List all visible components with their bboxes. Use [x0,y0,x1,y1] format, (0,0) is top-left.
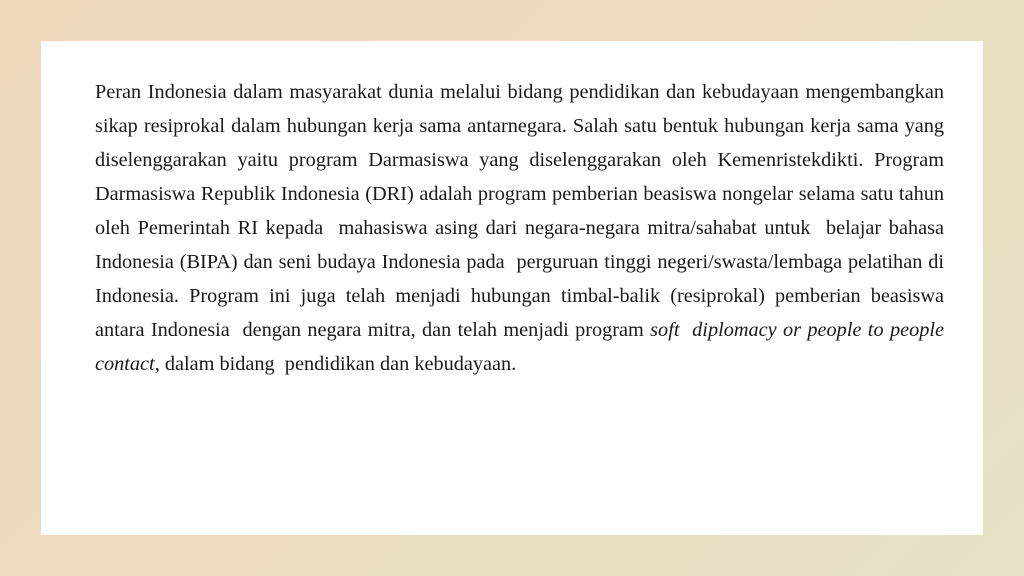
paragraph-text-main: Peran Indonesia dalam masyarakat dunia melalui bidang pendidikan dan kebudayaan mengembangkan sikap resiprokal dalam hubungan kerja sama antarnegara. Salah satu bentuk hubungan kerja sama yang diselenggarakan yaitu program Darmasiswa yang diselenggarakan oleh Kemenristekdikti. Program Darmasiswa Republik Indonesia (DRI) adalah program pemberian beasiswa nongelar selama satu tahun oleh Pemerintah RI kepada mahasiswa asing dari negara-negara mitra/sahabat untuk belajar bahasa Indonesia (BIPA) dan seni budaya Indonesia pada perguruan tinggi negeri/swasta/lembaga pelatihan di Indonesia. Program ini juga telah menjadi hubungan timbal-balik (resiprokal) pemberian beasiswa antara Indonesia dengan negara mitra, dan telah menjadi program [95,81,950,341]
paragraph-text-end: , dalam bidang pendidikan dan kebudayaan. [154,353,517,375]
body-paragraph [95,75,950,381]
slide-content-card [41,41,983,535]
paragraph-text-italic: soft diplomacy or people to people contact [95,319,950,375]
